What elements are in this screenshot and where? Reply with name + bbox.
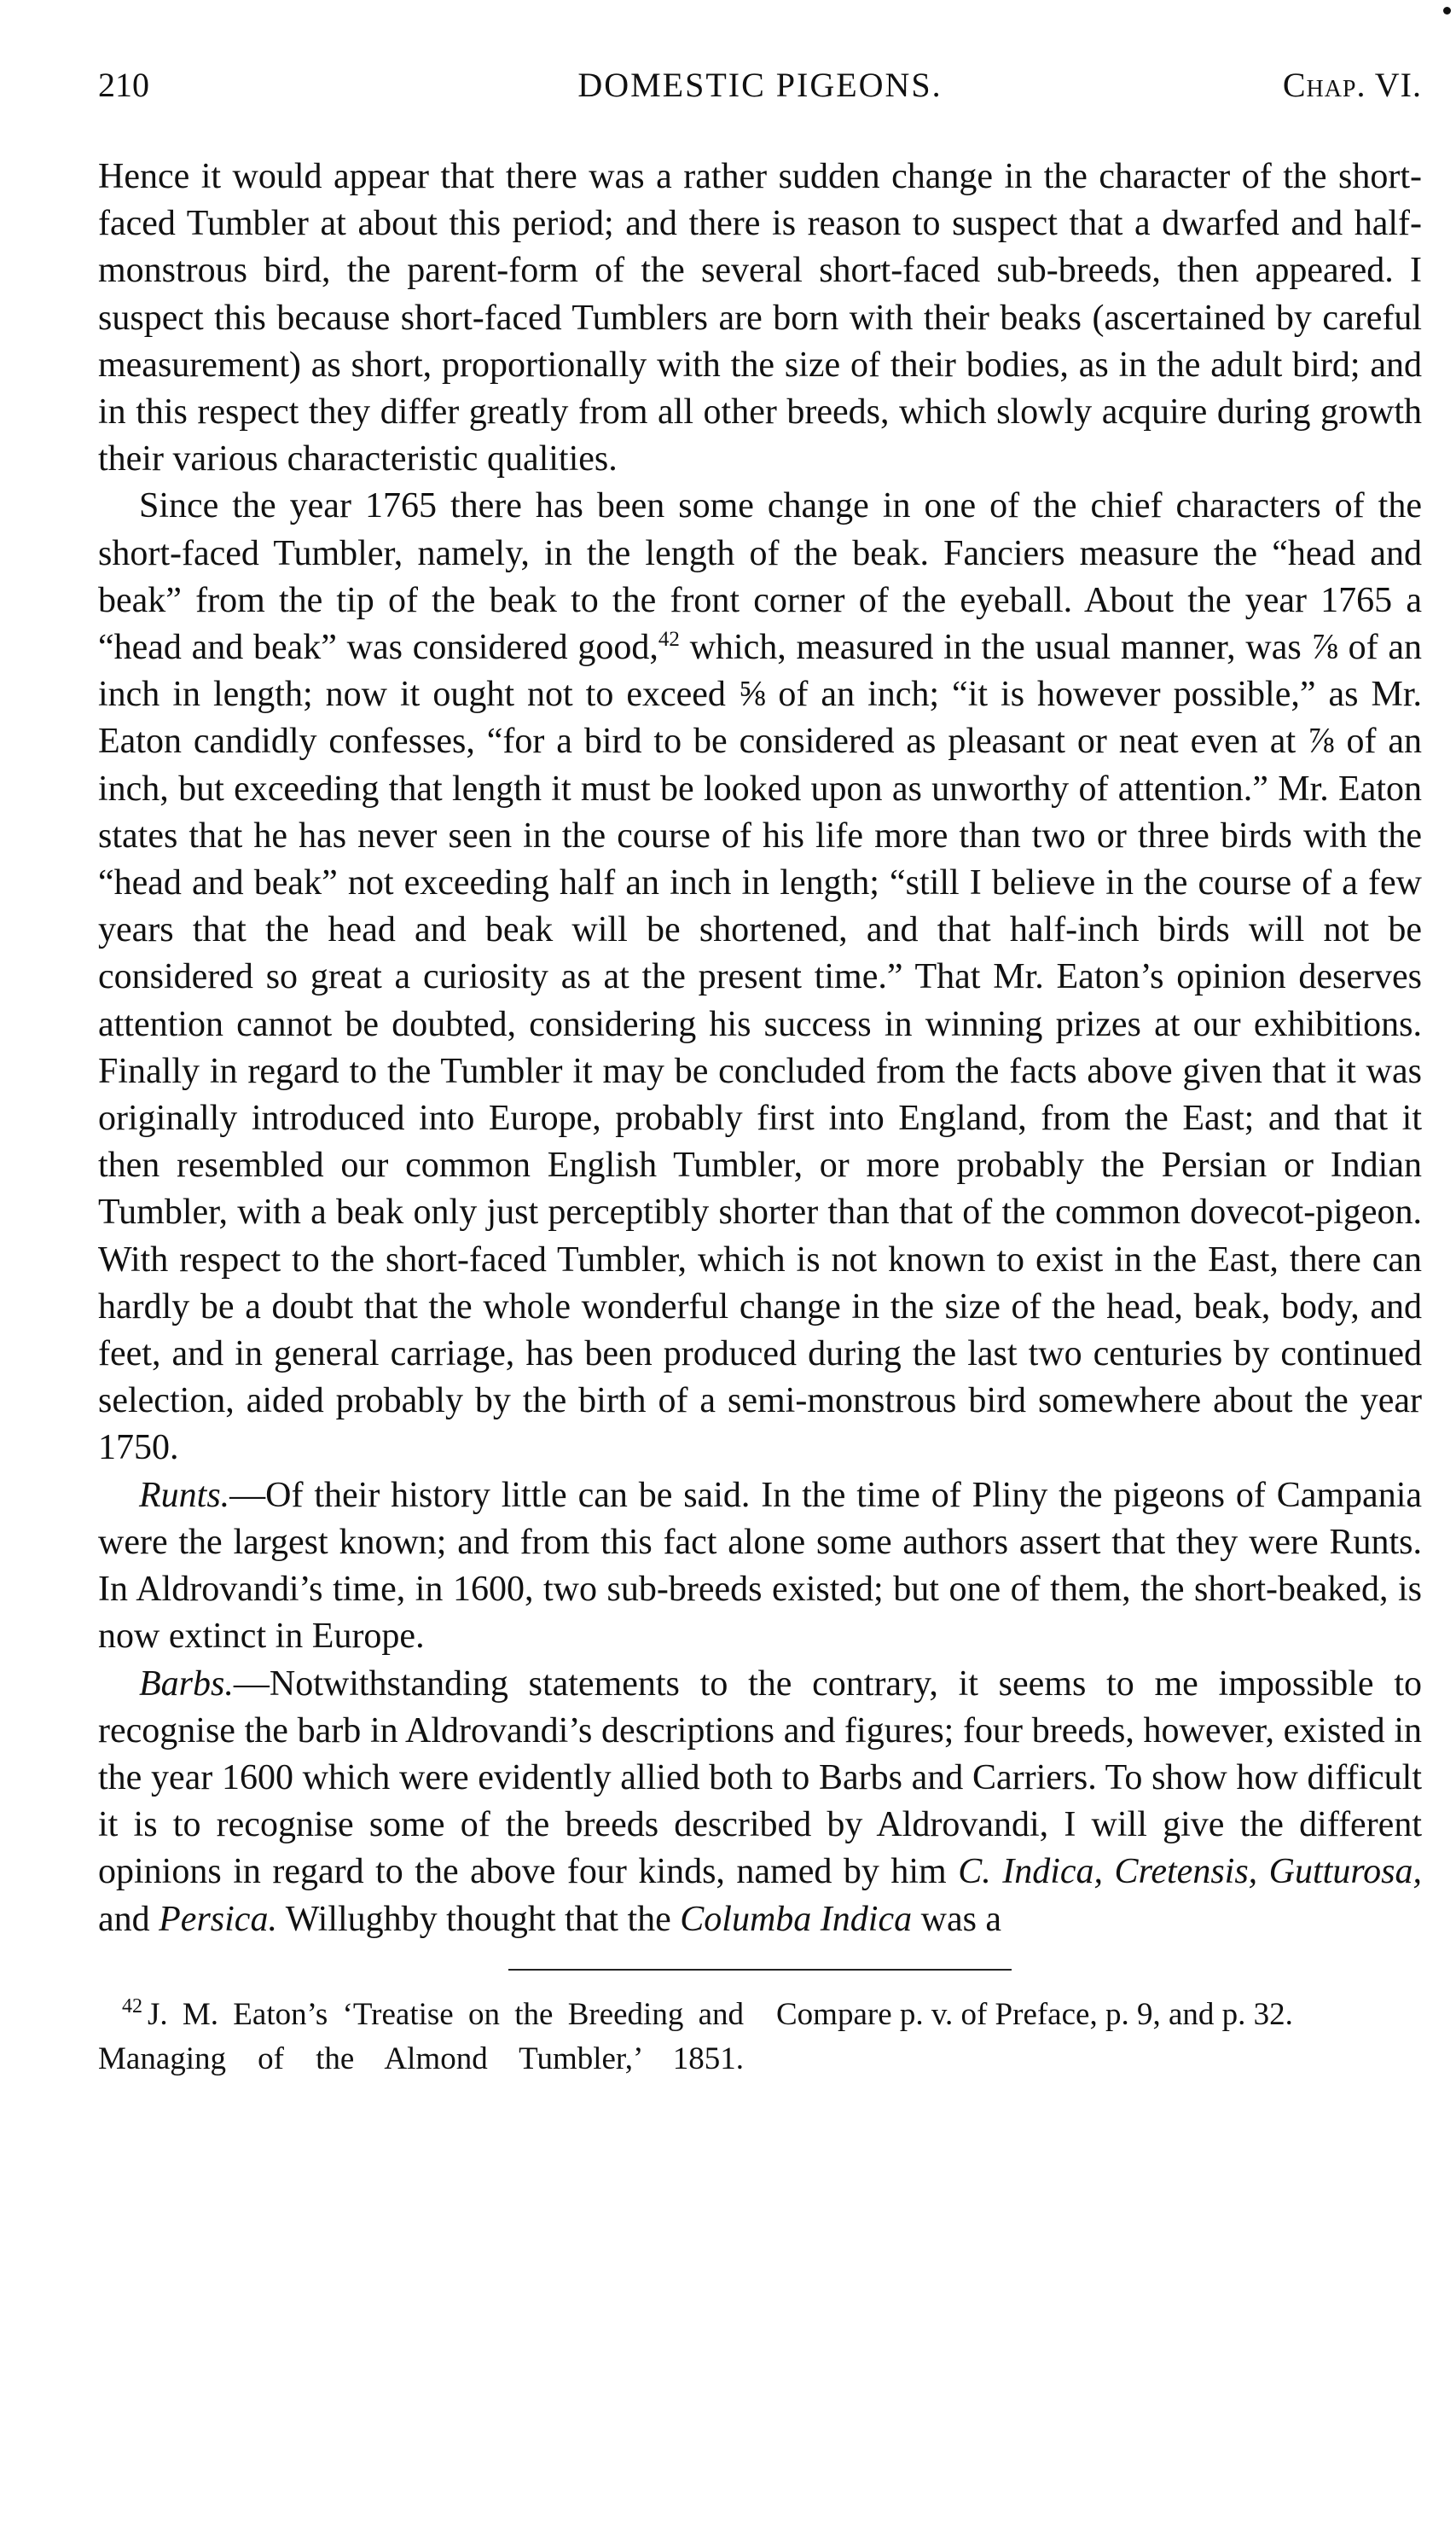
book-page [98, 55, 1422, 2081]
paragraph-barbs: Barbs.—Notwithstanding statements to the contrary, it seems to me impossible to recognise the barb in Aldrovandi’s descriptions and figures; four breeds, however, existed in the year 1600 which were evidently allied both to Barbs and Carriers. To show how difficult it is to recognise some of the breeds described by Aldrovandi, I will give the different opinions in regard to the above four kinds, named by him C. Indica, Cretensis, Gutturosa, and Persica. Willughby thought that the Columba Indica was a [98, 1663, 1422, 1939]
paragraph-runts: Runts.—Of their history little can be said. In the time of Pliny the pigeons of Campania were the largest known; and from this fact alone some authors assert that they were Runts. In Aldrovandi’s time, in 1600, two sub-breeds existed; but one of them, the short-beaked, is now extinct in Europe. [98, 1475, 1422, 1657]
running-head [98, 55, 1422, 115]
footnote-rule [508, 1969, 1012, 1971]
runts-heading: Runts. [139, 1475, 230, 1515]
paragraph-tumbler-change: Hence it would appear that there was a rather sudden change in the character of the short-faced Tumbler at about this period; and there is reason to suspect that a dwarfed and half-monstrous bird, the parent-form of the several short-faced sub-breeds, then appeared. I suspect this because short-faced Tumblers are born with their beaks (ascertained by careful measurement) as short, proportionally with the size of their bodies, as in the adult bird; and in this respect they differ greatly from all other breeds, which slowly acquire during growth their various characteristic qualities. [98, 157, 1422, 479]
body-text [98, 154, 1422, 1943]
running-title: DOMESTIC PIGEONS. [577, 66, 943, 104]
margin-mark [1443, 7, 1451, 15]
footnote-text: J. M. Eaton’s ‘Treatise on the Breeding and Managing of the Almond Tumbler,’ 1851. Compare p. v. of Preface, p. 9, and p. 32. [98, 1996, 1293, 2076]
chapter-label: Chap. VI. [1282, 66, 1422, 104]
paragraph-beak-length: Since the year 1765 there has been some change in one of the chief characters of the short-faced Tumbler, namely, in the length of the beak. Fanciers measure the “head and beak” from the tip of the beak to the front corner of the eyeball. About the year 1765 a “head and beak” was considered good,$^{42}$ which, measured in the usual manner, was ⅞ of an inch in length; now it ought not to exceed ⅝ of an inch; “it is however possible,” as Mr. Eaton candidly confesses, “for a bird to be considered as pleasant or neat even at ⅞ of an inch, but exceeding that length it must be looked upon as unworthy of attention.” Mr. Eaton states that he has never seen in the course of his life more than two or three birds with the “head and beak” not exceeding half an inch in length; “still I believe in the course of a few years that the head and beak will be shortened, and that half-inch birds will not be considered so great a curiosity as at the present time.” That Mr. Eaton’s opinion deserves attention cannot be doubted, considering his success in winning prizes at our exhibitions. Finally in regard to the Tumbler it may be concluded from the facts above given that it was originally introduced into Europe, probably first into England, from the East; and that it then resembled our common English Tumbler, or more probably the Persian or Indian Tumbler, with a beak only just perceptibly shorter than that of the common dovecot-pigeon. With respect to the short-faced Tumbler, which is not known to exist in the East, there can hardly be a doubt that the whole wonderful change in the size of the head, beak, body, and feet, and in general carriage, has been produced during the last two centuries by continued selection, aided probably by the birth of a semi-monstrous bird somewhere about the year 1750. [98, 486, 1423, 1468]
footnote-mark: 42 [122, 1995, 142, 2018]
barbs-heading: Barbs. [139, 1663, 234, 1704]
footnote-reference[interactable]: 42 [658, 628, 680, 652]
page-number: 210 [98, 66, 149, 104]
footnote [98, 1993, 1422, 2081]
